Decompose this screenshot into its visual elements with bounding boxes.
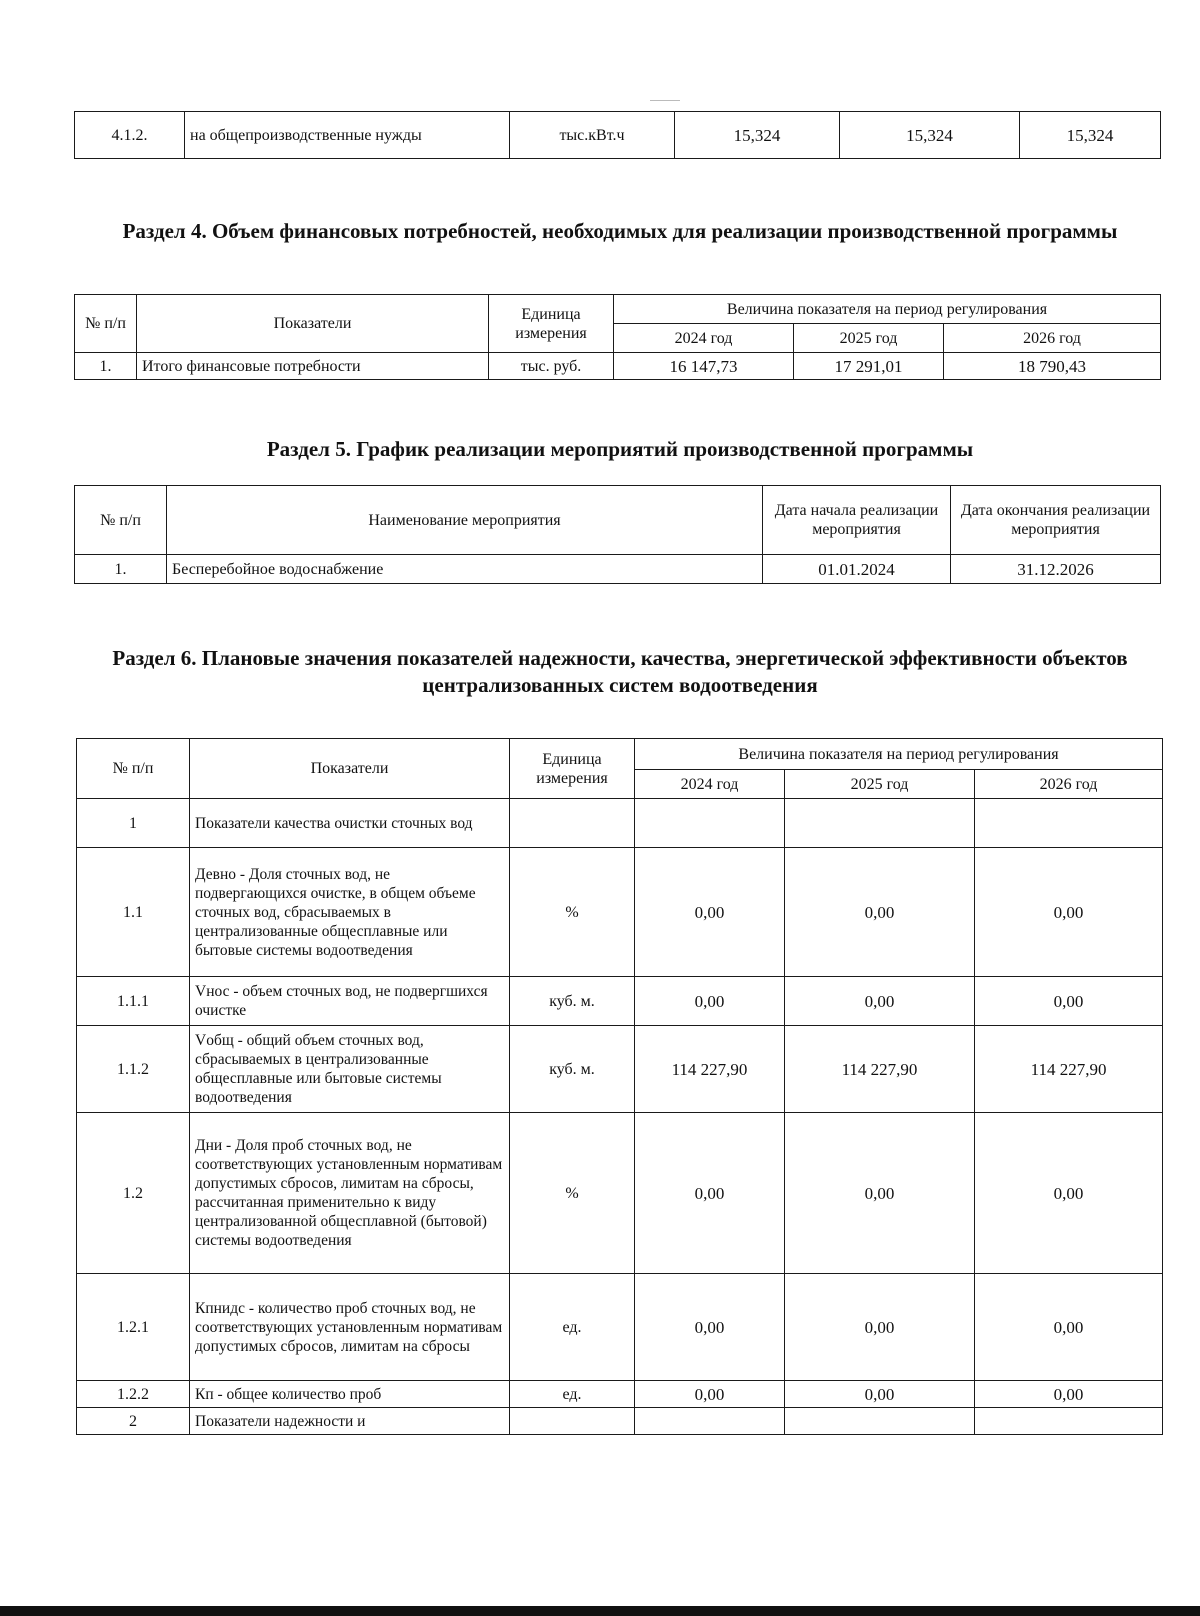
table-continuation: [74, 111, 1161, 159]
cell-no: 1.2.2: [77, 1381, 190, 1408]
cell-name: Бесперебойное водоснабжение: [167, 555, 763, 584]
section-6-title: Раздел 6. Плановые значения показателей надежности, качества, энергетической эффективности объектов централизованных систем водоотведения: [112, 646, 1128, 697]
cell-unit: ед.: [510, 1274, 635, 1381]
header-unit: Единица измерения: [489, 295, 614, 353]
cell-name: Кп - общее количество проб: [190, 1381, 510, 1408]
table-row: [77, 977, 1163, 1026]
cell-unit: куб. м.: [510, 1026, 635, 1113]
cell-name: на общепроизводственные нужды: [185, 112, 510, 159]
cell-2026: 0,00: [975, 848, 1163, 977]
table-row: [75, 112, 1161, 159]
header-start: Дата начала реализации мероприятия: [763, 486, 951, 555]
header-period: Величина показателя на период регулирования: [635, 739, 1163, 770]
cell-2026: 114 227,90: [975, 1026, 1163, 1113]
cell-no: 1.1.1: [77, 977, 190, 1026]
cell-end: 31.12.2026: [951, 555, 1161, 584]
header-name: Наименование мероприятия: [167, 486, 763, 555]
cell-2024: 0,00: [635, 1113, 785, 1274]
cell-2024: 16 147,73: [614, 353, 794, 380]
cell-2026: 0,00: [975, 977, 1163, 1026]
cell-2024: [635, 1408, 785, 1435]
cell-2026: 0,00: [975, 1381, 1163, 1408]
cell-no: 1.: [75, 353, 137, 380]
scan-mark: [650, 100, 680, 101]
header-period: Величина показателя на период регулирования: [614, 295, 1161, 324]
cell-no: 1.: [75, 555, 167, 584]
cell-no: 2: [77, 1408, 190, 1435]
cell-no: 1: [77, 799, 190, 848]
header-unit: Единица измерения: [510, 739, 635, 799]
cell-2025: 17 291,01: [794, 353, 944, 380]
header-2026: 2026 год: [944, 324, 1161, 353]
section-4-title: Раздел 4. Объем финансовых потребностей, необходимых для реализации производственной программы: [122, 219, 1118, 243]
cell-2025: 114 227,90: [785, 1026, 975, 1113]
cell-name: Итого финансовые потребности: [137, 353, 489, 380]
cell-2025: [785, 1408, 975, 1435]
section-6-table: [76, 738, 1163, 1435]
cell-2025: 0,00: [785, 1113, 975, 1274]
header-no: № п/п: [75, 295, 137, 353]
header-2025: 2025 год: [785, 770, 975, 799]
cell-2025: 15,324: [840, 112, 1020, 159]
cell-2024: [635, 799, 785, 848]
cell-2024: 0,00: [635, 848, 785, 977]
cell-2024: 0,00: [635, 1274, 785, 1381]
cell-2026: [975, 1408, 1163, 1435]
cell-no: 1.1: [77, 848, 190, 977]
header-2024: 2024 год: [635, 770, 785, 799]
table-row: [77, 1274, 1163, 1381]
cell-unit: [510, 799, 635, 848]
section-5-table: [74, 485, 1161, 584]
cell-2025: 0,00: [785, 977, 975, 1026]
cell-no: 1.1.2: [77, 1026, 190, 1113]
table-row: [75, 353, 1161, 380]
header-no: № п/п: [75, 486, 167, 555]
section-4-table: [74, 294, 1161, 380]
header-2025: 2025 год: [794, 324, 944, 353]
cell-no: 1.2: [77, 1113, 190, 1274]
header-row: [75, 295, 1161, 324]
cell-name: Девно - Доля сточных вод, не подвергающихся очистке, в общем объеме сточных вод, сбрасываемых в централизованные общесплавные или бытовые системы водоотведения: [190, 848, 510, 977]
header-name: Показатели: [137, 295, 489, 353]
header-end: Дата окончания реализации мероприятия: [951, 486, 1161, 555]
header-no: № п/п: [77, 739, 190, 799]
header-2024: 2024 год: [614, 324, 794, 353]
table-row: [77, 1381, 1163, 1408]
cell-unit: тыс. руб.: [489, 353, 614, 380]
header-row: [77, 739, 1163, 770]
cell-unit: %: [510, 1113, 635, 1274]
scan-bottom-edge: [0, 1606, 1200, 1616]
cell-no: 1.2.1: [77, 1274, 190, 1381]
cell-name: Кпнидс - количество проб сточных вод, не соответствующих установленным нормативам допустимых сбросов, лимитам на сбросы: [190, 1274, 510, 1381]
cell-unit: куб. м.: [510, 977, 635, 1026]
table-row: [75, 555, 1161, 584]
table-row: [77, 848, 1163, 977]
cell-2024: 0,00: [635, 1381, 785, 1408]
cell-name: Дни - Доля проб сточных вод, не соответствующих установленным нормативам допустимых сбросов, лимитам на сбросы, рассчитанная применительно к виду централизованной общесплавной (бытовой) системы водоотведения: [190, 1113, 510, 1274]
cell-2026: [975, 799, 1163, 848]
cell-2025: 0,00: [785, 1274, 975, 1381]
cell-no: 4.1.2.: [75, 112, 185, 159]
cell-2025: [785, 799, 975, 848]
cell-2024: 0,00: [635, 977, 785, 1026]
cell-2024: 15,324: [675, 112, 840, 159]
cell-unit: ед.: [510, 1381, 635, 1408]
cell-2025: 0,00: [785, 1381, 975, 1408]
header-name: Показатели: [190, 739, 510, 799]
section-5-title: Раздел 5. График реализации мероприятий производственной программы: [266, 437, 974, 461]
table-row: [77, 1113, 1163, 1274]
cell-name: Vобщ - общий объем сточных вод, сбрасываемых в централизованные общесплавные или бытовые системы водоотведения: [190, 1026, 510, 1113]
cell-2026: 0,00: [975, 1113, 1163, 1274]
table-row: [77, 1026, 1163, 1113]
cell-unit: %: [510, 848, 635, 977]
header-row: [75, 486, 1161, 555]
cell-name: Показатели качества очистки сточных вод: [190, 799, 510, 848]
cell-start: 01.01.2024: [763, 555, 951, 584]
cell-unit: тыс.кВт.ч: [510, 112, 675, 159]
cell-2026: 15,324: [1020, 112, 1161, 159]
cell-2026: 18 790,43: [944, 353, 1161, 380]
cell-2024: 114 227,90: [635, 1026, 785, 1113]
cell-2025: 0,00: [785, 848, 975, 977]
cell-2026: 0,00: [975, 1274, 1163, 1381]
cell-name: Vнос - объем сточных вод, не подвергшихся очистке: [190, 977, 510, 1026]
cell-name: Показатели надежности и: [190, 1408, 510, 1435]
table-row: [77, 1408, 1163, 1435]
table-row: [77, 799, 1163, 848]
cell-unit: [510, 1408, 635, 1435]
header-2026: 2026 год: [975, 770, 1163, 799]
